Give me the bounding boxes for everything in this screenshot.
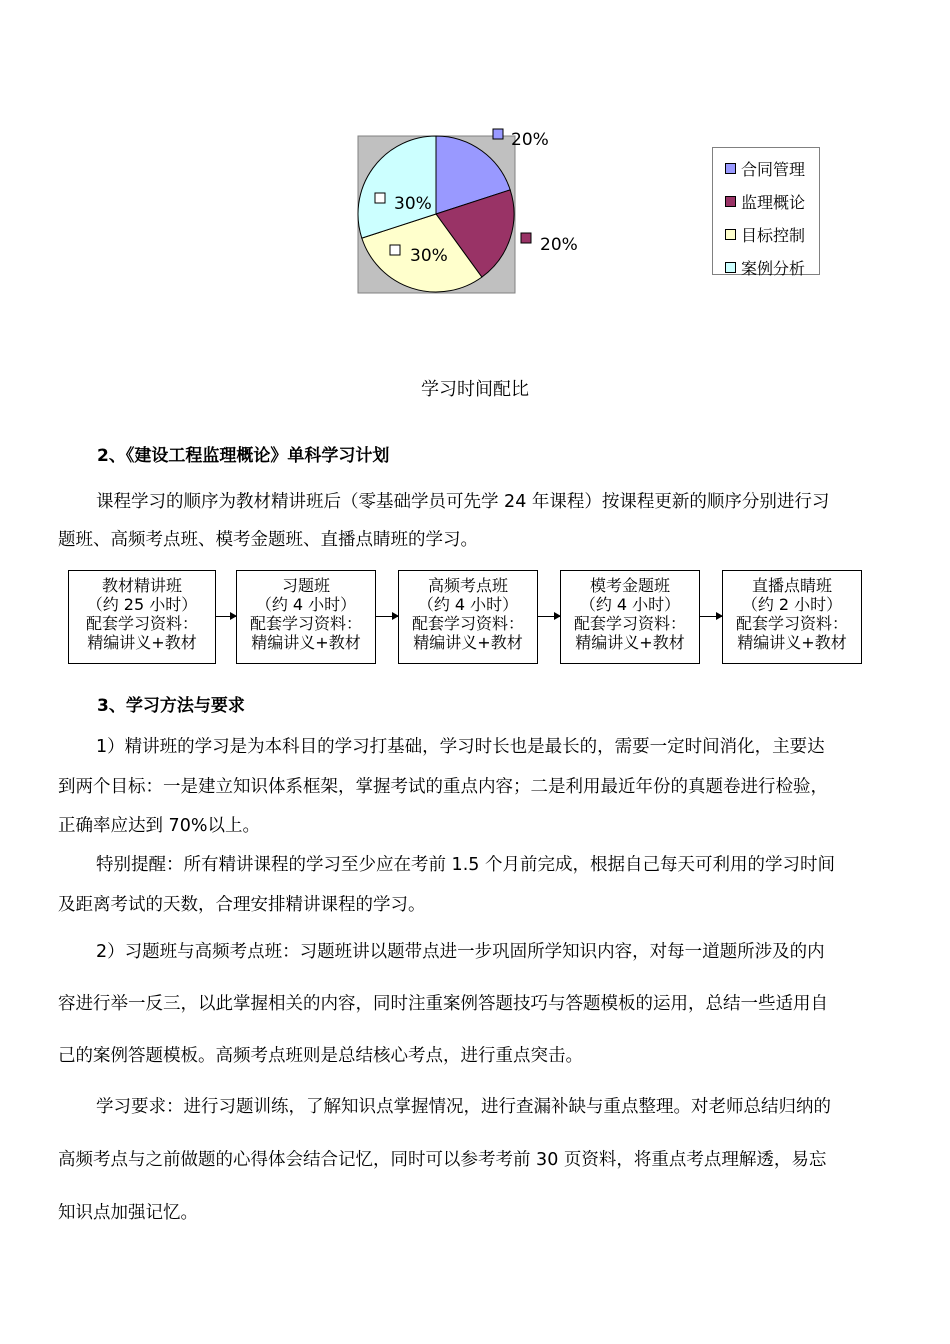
pie-chart (340, 115, 860, 315)
data-label-key (390, 245, 400, 255)
flow-step-materials: 精编讲义+教材 (575, 633, 685, 652)
section-2-paragraph (58, 483, 894, 559)
data-label: 20% (540, 235, 578, 255)
flow-arrow (376, 616, 398, 617)
paragraph-line: 己的案例答题模板。高频考点班则是总结核心考点，进行重点突击。 (58, 1046, 583, 1066)
flow-step-materials: 精编讲义+教材 (737, 633, 847, 652)
flow-step-materials-label: 配套学习资料： (573, 614, 686, 633)
data-label: 30% (410, 246, 448, 266)
chart-caption: 学习时间配比 (421, 379, 529, 400)
flow-arrow (700, 616, 722, 617)
legend-swatch (725, 262, 736, 273)
section-2-heading: 2、《建设工程监理概论》单科学习计划 (97, 446, 390, 466)
flow-step (236, 570, 376, 664)
paragraph-line: 学习要求：进行习题训练，了解知识点掌握情况，进行查漏补缺与重点整理。对老师总结归纳的 (96, 1097, 831, 1117)
chart-legend (712, 147, 820, 278)
flow-step-name: 教材精讲班 (101, 576, 182, 595)
flow-arrow (538, 616, 560, 617)
flow-step-hours: （约 4 小时） (417, 595, 519, 614)
paragraph-line: 正确率应达到 70%以上。 (58, 816, 260, 836)
flow-step-materials: 精编讲义+教材 (413, 633, 523, 652)
flow-step-materials-label: 配套学习资料： (735, 614, 848, 633)
legend-label: 监理概论 (741, 193, 806, 212)
section-3-paragraph-2 (58, 846, 894, 925)
section-3-paragraph-1 (58, 728, 894, 847)
paragraph-line: 到两个目标：一是建立知识体系框架，掌握考试的重点内容；二是利用最近年份的真题卷进行检验， (58, 776, 828, 797)
legend-item (725, 185, 819, 218)
legend-item (725, 218, 819, 251)
section-3-paragraph-4 (58, 1081, 894, 1240)
section-3-paragraph-3 (58, 926, 894, 1082)
data-label: 20% (511, 130, 549, 150)
flow-step (68, 570, 216, 664)
flow-step-hours: （约 25 小时） (86, 595, 198, 614)
flow-step-materials: 精编讲义+教材 (87, 633, 197, 652)
paragraph-line: 特别提醒：所有精讲课程的学习至少应在考前 1.5 个月前完成，根据自己每天可利用的学习时间 (96, 855, 835, 875)
paragraph-line: 1）精讲班的学习是为本科目的学习打基础，学习时长也是最长的，需要一定时间消化，主要达 (96, 737, 825, 757)
flow-step-materials-label: 配套学习资料： (85, 614, 198, 633)
flow-step-hours: （约 4 小时） (255, 595, 357, 614)
flow-step-name: 高频考点班 (427, 576, 508, 595)
legend-label: 案例分析 (741, 259, 806, 278)
paragraph-line: 及距离考试的天数，合理安排精讲课程的学习。 (58, 894, 426, 915)
data-label-key (493, 129, 503, 139)
flow-step-materials-label: 配套学习资料： (411, 614, 524, 633)
legend-swatch (725, 196, 736, 207)
flow-step (560, 570, 700, 664)
flow-step-name: 习题班 (281, 576, 330, 595)
legend-label: 目标控制 (741, 226, 806, 245)
section-3-heading: 3、学习方法与要求 (97, 696, 245, 716)
data-label-key (375, 193, 385, 203)
paragraph-line: 课程学习的顺序为教材精讲班后（零基础学员可先学 24 年课程）按课程更新的顺序分别进行习 (96, 492, 830, 512)
flow-step (398, 570, 538, 664)
flow-step-name: 模考金题班 (589, 576, 670, 595)
data-label-key (521, 233, 531, 243)
legend-label: 合同管理 (741, 160, 806, 179)
paragraph-line: 2）习题班与高频考点班：习题班讲以题带点进一步巩固所学知识内容，对每一道题所涉及的内 (96, 942, 825, 962)
flow-step-hours: （约 4 小时） (579, 595, 681, 614)
legend-swatch (725, 163, 736, 174)
flow-step (722, 570, 862, 664)
legend-item (725, 251, 819, 284)
flow-arrow (216, 616, 236, 617)
paragraph-line: 题班、高频考点班、模考金题班、直播点睛班的学习。 (58, 530, 478, 550)
legend-item (725, 152, 819, 185)
flow-step-hours: （约 2 小时） (741, 595, 843, 614)
flow-step-materials-label: 配套学习资料： (249, 614, 362, 633)
paragraph-line: 高频考点与之前做题的心得体会结合记忆，同时可以参考考前 30 页资料，将重点考点理解透，易忘 (58, 1150, 827, 1170)
flow-step-materials: 精编讲义+教材 (251, 633, 361, 652)
data-label: 30% (394, 194, 432, 214)
legend-swatch (725, 229, 736, 240)
flow-step-name: 直播点睛班 (751, 576, 832, 595)
paragraph-line: 知识点加强记忆。 (58, 1203, 198, 1223)
paragraph-line: 容进行举一反三，以此掌握相关的内容，同时注重案例答题技巧与答题模板的运用，总结一些适用自 (58, 994, 828, 1014)
